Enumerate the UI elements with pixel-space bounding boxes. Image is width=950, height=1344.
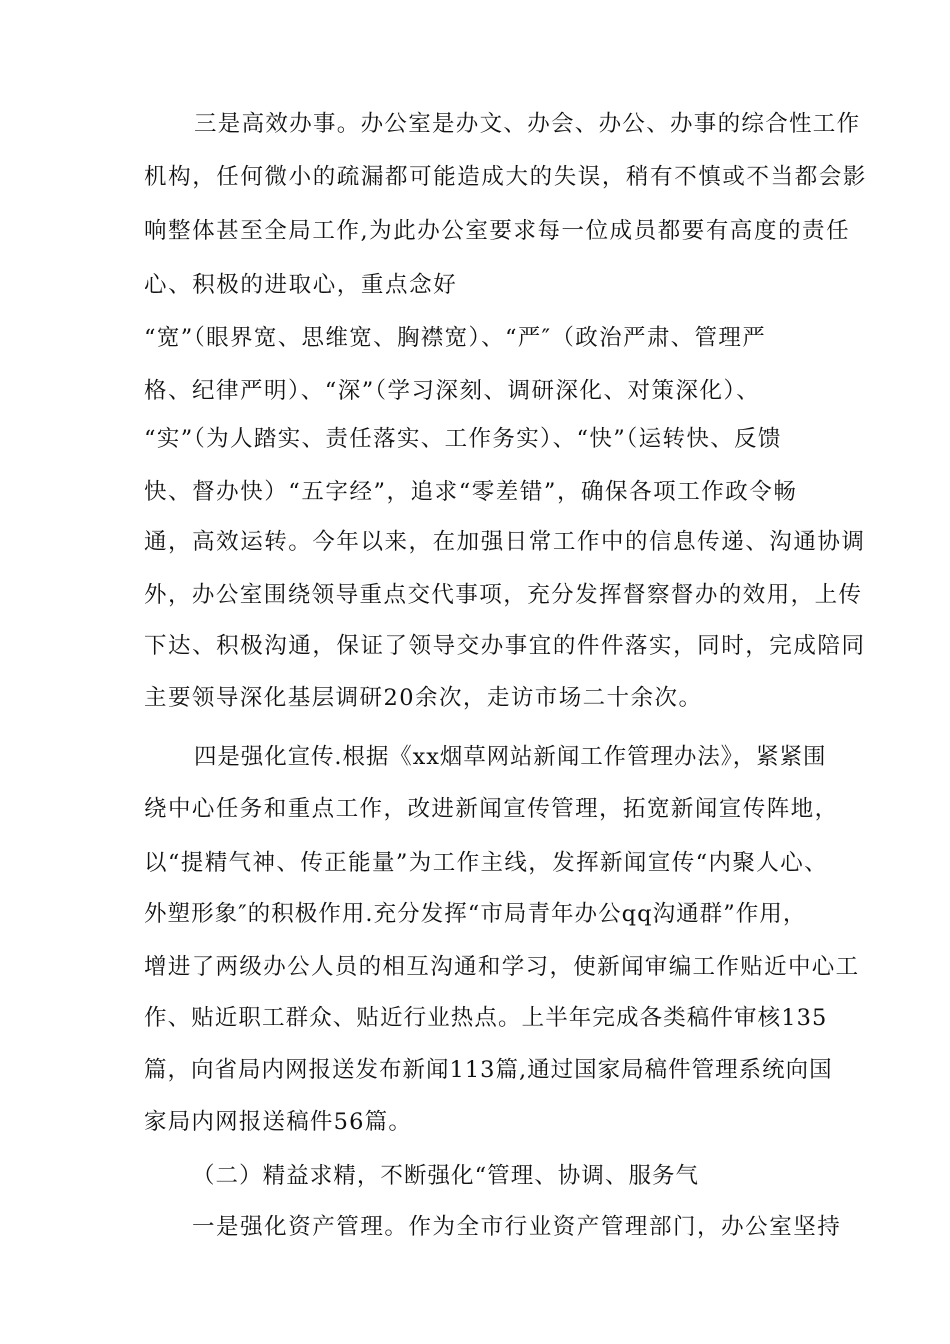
paragraph-line: “宽”（眼界宽、思维宽、胸襟宽）、“严″（政治严肃、管理严 <box>144 325 767 351</box>
paragraph-line: 心、积极的进取心，重点念好 <box>144 272 458 298</box>
paragraph-line: 快、督办快）“五字经”，追求“零差错”，确保各项工作政令畅 <box>144 479 798 505</box>
paragraph-line: 一是强化资产管理。作为全市行业资产管理部门，办公室坚持 <box>192 1214 842 1240</box>
paragraph-line: 绕中心任务和重点工作，改进新闻宣传管理，拓宽新闻宣传阵地， <box>144 796 839 822</box>
paragraph-line: 机构，任何微小的疏漏都可能造成大的失误，稍有不慎或不当都会影 <box>144 164 868 190</box>
paragraph-line: “实”（为人踏实、责任落实、工作务实）、“快”（运转快、反馈 <box>144 426 782 452</box>
paragraph-line: 四是强化宣传.根据《xx烟草网站新闻工作管理办法》，紧紧围 <box>194 744 827 770</box>
paragraph-line: 增进了两级办公人员的相互沟通和学习，使新闻审编工作贴近中心工 <box>144 954 860 980</box>
paragraph-line: 响整体甚至全局工作,为此办公室要求每一位成员都要有高度的责任 <box>144 218 851 244</box>
paragraph-line: 下达、积极沟通，保证了领导交办事宜的件件落实，同时，完成陪同 <box>144 633 866 659</box>
paragraph-line: 家局内网报送稿件56篇。 <box>144 1109 413 1135</box>
paragraph-line: 以“提精气神、传正能量”为工作主线，发挥新闻宣传“内聚人心、 <box>144 850 829 876</box>
paragraph-line: 三是高效办事。办公室是办文、办会、办公、办事的综合性工作 <box>194 111 861 137</box>
paragraph-line: 主要领导深化基层调研20余次，走访市场二十余次。 <box>144 685 703 711</box>
paragraph-line: 外塑形象″的积极作用.充分发挥“市局青年办公qq沟通群”作用， <box>144 901 807 927</box>
section-heading: （二）精益求精，不断强化“管理、协调、服务气 <box>192 1163 700 1189</box>
paragraph-line: 格、纪律严明）、“深”（学习深刻、调研深化、对策深化）、 <box>144 378 761 404</box>
paragraph-line: 作、贴近职工群众、贴近行业热点。上半年完成各类稿件审核135 <box>144 1005 828 1031</box>
paragraph-line: 外，办公室围绕领导重点交代事项，充分发挥督察督办的效用，上传 <box>144 582 863 608</box>
paragraph-line: 篇，向省局内网报送发布新闻113篇,通过国家局稿件管理系统向国 <box>144 1057 833 1083</box>
paragraph-line: 通，高效运转。今年以来，在加强日常工作中的信息传递、沟通协调 <box>144 529 866 555</box>
